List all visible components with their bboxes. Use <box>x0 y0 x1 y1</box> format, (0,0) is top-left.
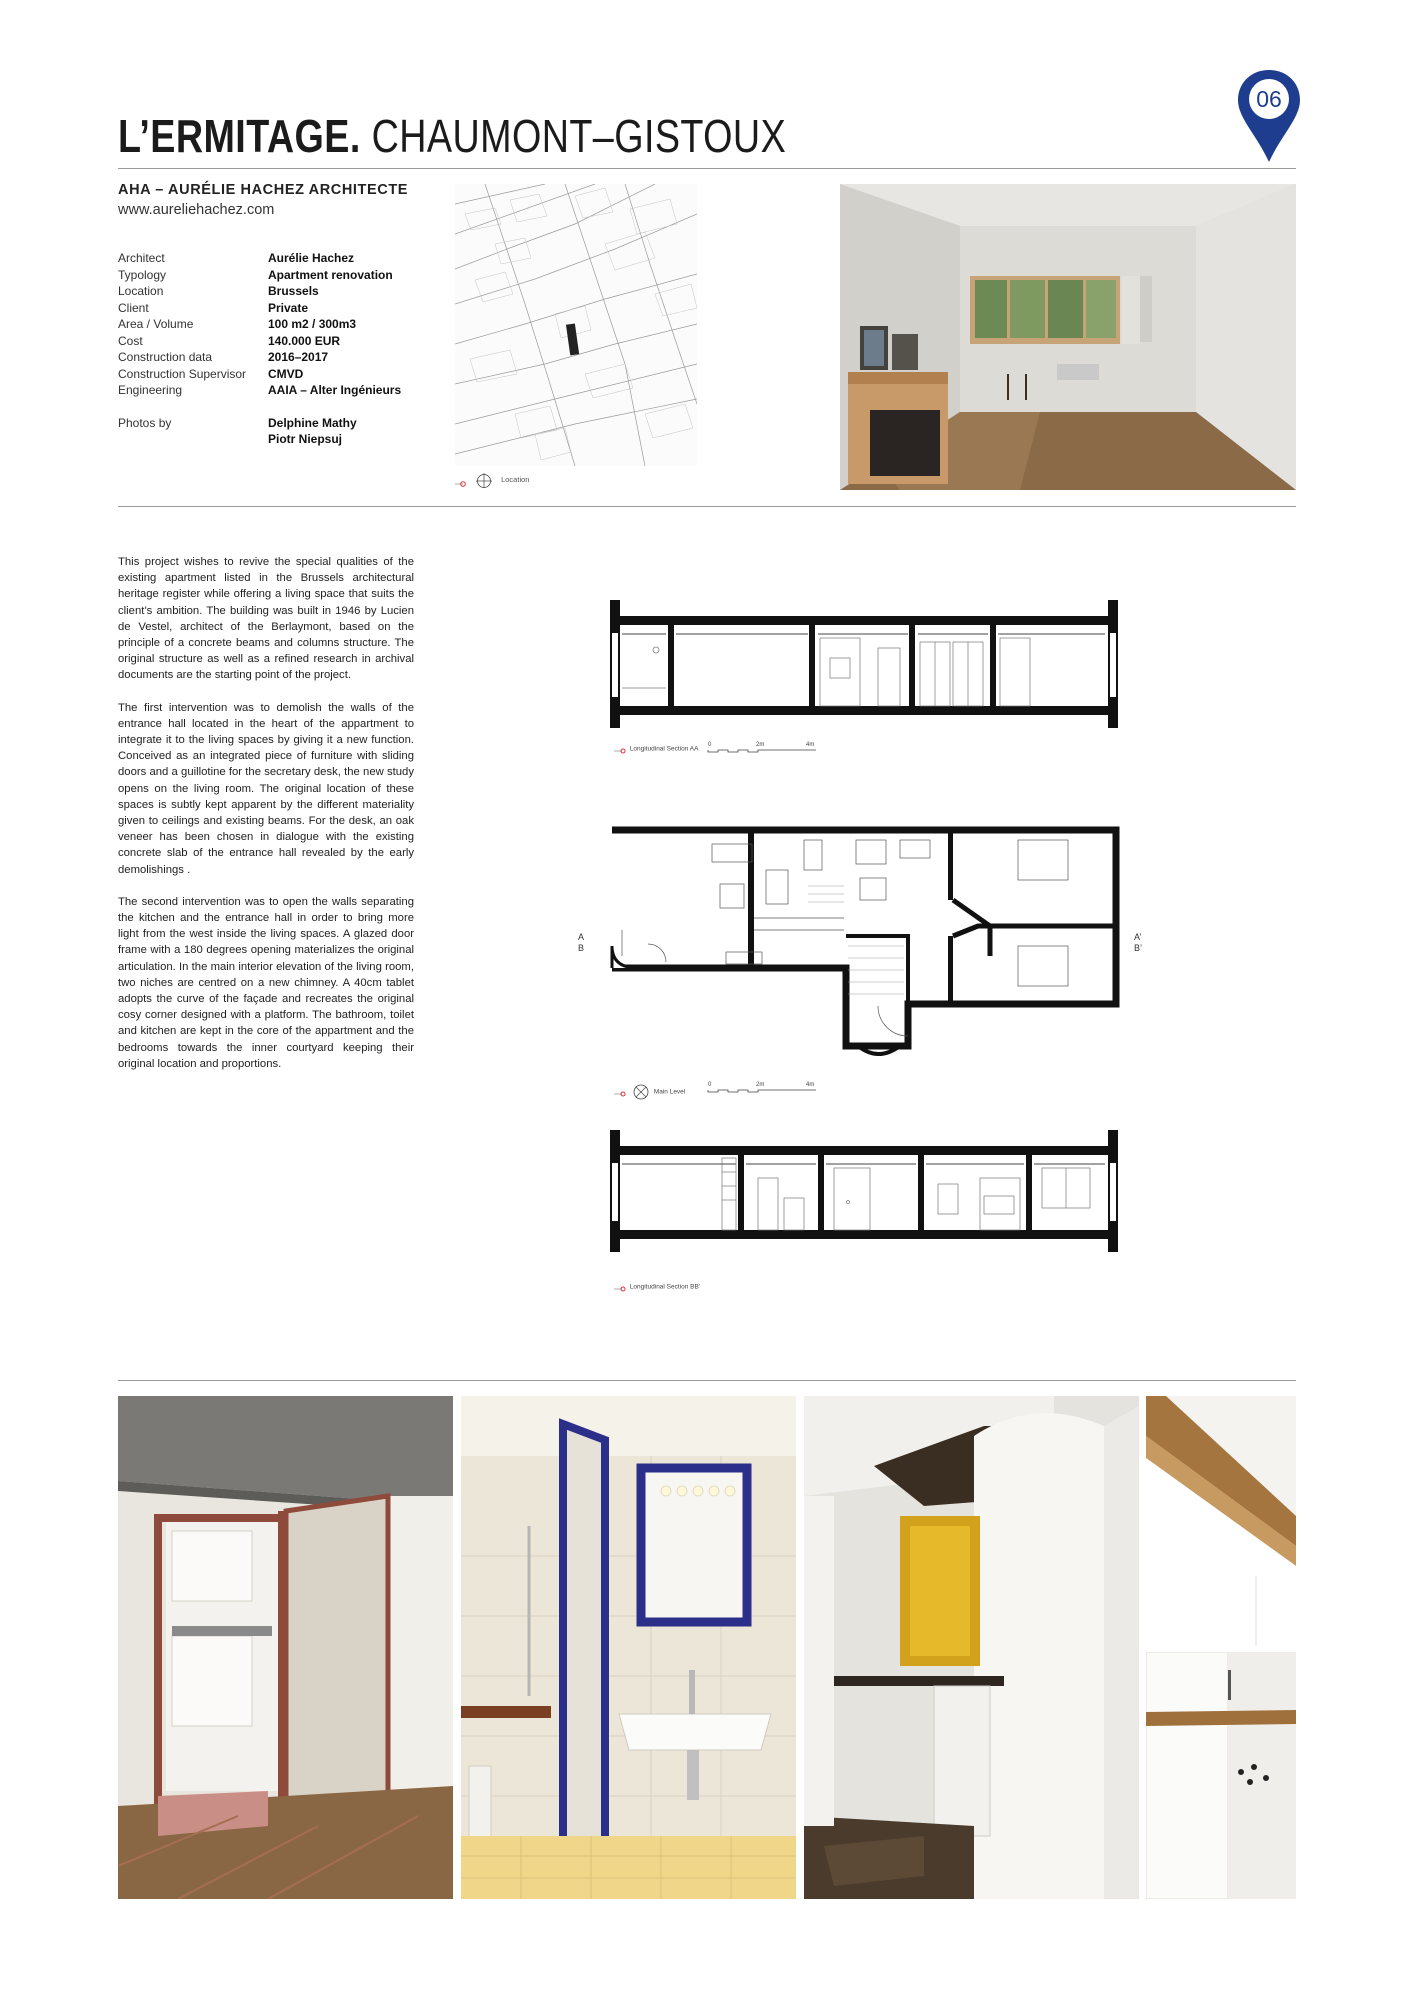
compass-icon <box>455 472 499 488</box>
header-divider <box>118 168 1296 169</box>
location-map <box>455 184 697 466</box>
map-caption: Location <box>501 474 530 484</box>
spec-value: 100 m2 / 300m3 <box>268 317 357 331</box>
spec-value: CMVD <box>268 366 304 381</box>
spec-label: Construction Supervisor <box>118 366 247 381</box>
project-site-marker <box>566 323 579 355</box>
scale-bar-aa <box>706 740 818 754</box>
spec-value: Apartment renovation <box>268 267 393 282</box>
badge-number: 06 <box>1256 86 1282 112</box>
marker-dot-icon <box>614 1282 628 1292</box>
page-title <box>118 108 786 164</box>
office-name: AHA – AURÉLIE HACHEZ ARCHITECTE <box>118 182 409 198</box>
spec-value: AAIA – Alter Ingénieurs <box>268 383 402 397</box>
section-divider-top <box>118 506 1296 507</box>
caption-section-bb <box>614 1282 700 1292</box>
description-paragraph: The second intervention was to open the walls separating the kitchen and the entrance hall in order to bring more light from the west inside the living spaces. A glazed door frame with a 180 degrees opening materializes the original articulation. In the main interior elevation of the living room, two niches are centred on a new chimney. A 40cm tablet adopts the curve of the façade and recreates the original cosy corner designed with a platform. The bathroom, toilet and kitchen are kept in the core of the appartment and the bedrooms towards the inner courtyard keeping their original location and proportions. <box>118 895 414 1070</box>
caption-main-level-text: Main Level <box>653 1088 686 1096</box>
photo-living-room <box>840 184 1296 490</box>
spec-label: Location <box>118 284 164 298</box>
north-arrow-icon <box>614 1084 652 1100</box>
section-divider-bottom <box>118 1380 1296 1381</box>
photo-bathroom <box>461 1396 796 1899</box>
scale-label: 0 <box>708 742 712 748</box>
marker-dot-icon <box>614 744 628 754</box>
photographer-name: Piotr Niepsuj <box>268 432 343 446</box>
caption-section-aa <box>614 744 698 754</box>
spec-label: Construction data <box>118 350 213 364</box>
scale-label: 4m <box>806 1082 815 1088</box>
drawing-main-level-plan <box>608 826 1120 1062</box>
scale-label: 4m <box>806 742 815 748</box>
scale-label: 0 <box>708 1082 712 1088</box>
office-website-link[interactable]: www.aureliehachez.com <box>118 202 275 218</box>
spec-label: Architect <box>118 251 165 265</box>
spec-value: Brussels <box>268 284 319 298</box>
spec-label: Photos by <box>118 415 172 430</box>
description-paragraph: This project wishes to revive the special qualities of the existing apartment listed in the Brussels architectural heritage register while offering a living space that suits the client’s ambition. The building was built in 1946 by Lucien de Vestel, architect of the Berlaymont, based on the principle of a concrete beams and columns structure. The original structure as well as a refined research in archival documents are the starting point of the project. <box>118 556 414 682</box>
scale-bar-plan <box>706 1080 818 1094</box>
project-description <box>118 554 414 1088</box>
photo-kitchen-door <box>118 1396 453 1899</box>
spec-label: Area / Volume <box>118 317 194 331</box>
caption-section-aa-text: Longitudinal Section AA <box>629 745 699 753</box>
title-project-name: L’ERMITAGE. <box>118 110 361 162</box>
spec-value: 2016–2017 <box>268 350 329 364</box>
section-marker-b: B <box>578 943 585 953</box>
spec-label: Typology <box>118 267 167 282</box>
caption-main-level <box>614 1084 685 1100</box>
spec-label: Engineering <box>118 383 183 397</box>
spec-label: Client <box>118 300 149 315</box>
spec-value: Aurélie Hachez <box>268 251 355 265</box>
section-marker-right <box>1134 932 1142 954</box>
spec-label: Cost <box>118 333 143 348</box>
section-marker-b-prime: B’ <box>1134 943 1143 953</box>
scale-label: 2m <box>756 1082 765 1088</box>
section-marker-left <box>578 932 584 954</box>
section-marker-a: A <box>578 932 585 942</box>
caption-section-bb-text: Longitudinal Section BB’ <box>629 1283 701 1291</box>
map-legend <box>455 472 529 488</box>
location-pin-badge <box>1236 68 1302 164</box>
section-marker-a-prime: A’ <box>1134 932 1142 942</box>
spec-value: 140.000 EUR <box>268 333 341 348</box>
title-location: CHAUMONT–GISTOUX <box>360 110 787 162</box>
photographer-name: Delphine Mathy <box>268 415 357 430</box>
scale-label: 2m <box>756 742 765 748</box>
drawing-section-bb <box>608 1128 1120 1254</box>
photo-detail-cabinet <box>1146 1652 1296 1899</box>
drawing-section-aa <box>608 598 1120 730</box>
photo-detail-oak-edge <box>1146 1396 1296 1646</box>
photo-study-desk <box>804 1396 1139 1899</box>
spec-value: Private <box>268 300 309 315</box>
description-paragraph: The first intervention was to demolish the walls of the entrance hall located in the heart of the appartment to integrate it to the living spaces by giving it a new function. Conceived as an integrated piece of furniture with sliding doors and a guillotine for the secretary desk, the new study opens on the living room. The original location of these spaces is subtly kept apparent by the different materiality given to ceilings and existing beams. For the desk, an oak veneer has been chosen in dialogue with the existing concrete slab of the entrance hall revealed by the early demolishings . <box>118 701 414 876</box>
